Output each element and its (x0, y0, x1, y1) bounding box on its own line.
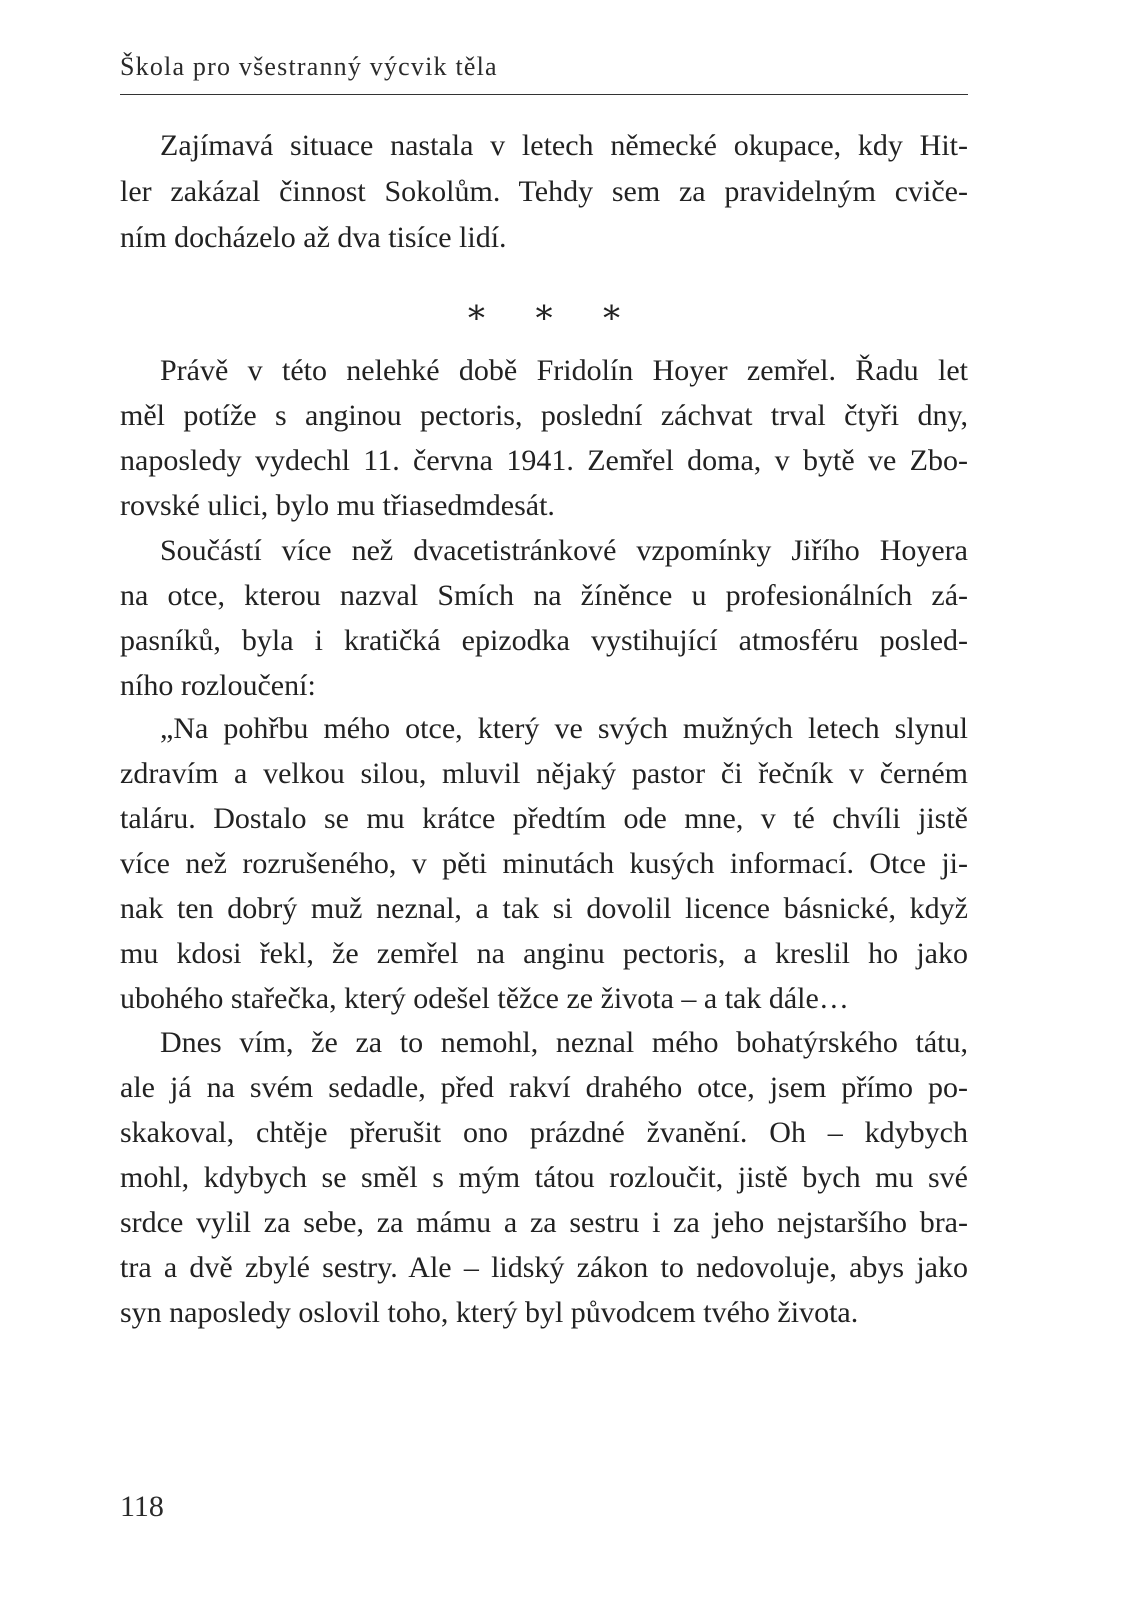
text-line: „Na pohřbu mého otce, který ve svých mužných letech slynul (160, 712, 968, 745)
text-line: rovské ulici, bylo mu třiasedmdesát. (120, 489, 555, 522)
text-line: ale já na svém sedadle, před rakví drahého otce, jsem přímo po- (120, 1071, 968, 1104)
header-rule (120, 94, 968, 95)
running-head: Škola pro všestranný výcvik těla (120, 52, 498, 81)
text-line: ního rozloučení: (120, 669, 316, 702)
text-line: Právě v této nelehké době Fridolín Hoyer zemřel. Řadu let (160, 354, 968, 387)
text-line: více než rozrušeného, v pěti minutách kusých informací. Otce ji- (120, 847, 968, 880)
text-line: nak ten dobrý muž neznal, a tak si dovolil licence básnické, když (120, 892, 968, 925)
text-line: měl potíže s anginou pectoris, poslední záchvat trval čtyři dny, (120, 399, 968, 432)
text-line: zdravím a velkou silou, mluvil nějaký pastor či řečník v černém (120, 757, 968, 790)
text-line: taláru. Dostalo se mu krátce předtím ode mne, v té chvíli jistě (120, 802, 968, 835)
page-number: 118 (120, 1490, 164, 1523)
text-line: mohl, kdybych se směl s mým tátou rozloučit, jistě bych mu své (120, 1161, 968, 1194)
text-line: tra a dvě zbylé sestry. Ale – lidský zákon to nedovoluje, abys jako (120, 1251, 968, 1284)
section-break: ∗ ∗ ∗ (464, 294, 642, 331)
text-line: ubohého stařečka, který odešel těžce ze života – a tak dále… (120, 982, 849, 1015)
text-line: Součástí více než dvacetistránkové vzpomínky Jiřího Hoyera (160, 534, 968, 567)
text-line: srdce vylil za sebe, za mámu a za sestru i za jeho nejstaršího bra- (120, 1206, 968, 1239)
text-line: mu kdosi řekl, že zemřel na anginu pectoris, a kreslil ho jako (120, 937, 968, 970)
text-line: na otce, kterou nazval Smích na žíněnce u profesionálních zá- (120, 579, 968, 612)
text-line: ler zakázal činnost Sokolům. Tehdy sem za pravidelným cviče- (120, 175, 968, 208)
text-line: ním docházelo až dva tisíce lidí. (120, 221, 507, 254)
text-line: naposledy vydechl 11. června 1941. Zemřel doma, v bytě ve Zbo- (120, 444, 968, 477)
text-line: pasníků, byla i kratičká epizodka vystihující atmosféru posled- (120, 624, 968, 657)
text-line: Dnes vím, že za to nemohl, neznal mého bohatýrského tátu, (160, 1026, 968, 1059)
text-line: syn naposledy oslovil toho, který byl původcem tvého života. (120, 1296, 859, 1329)
text-line: Zajímavá situace nastala v letech německé okupace, kdy Hit- (160, 129, 968, 162)
text-line: skakoval, chtěje přerušit ono prázdné žvanění. Oh – kdybych (120, 1116, 968, 1149)
